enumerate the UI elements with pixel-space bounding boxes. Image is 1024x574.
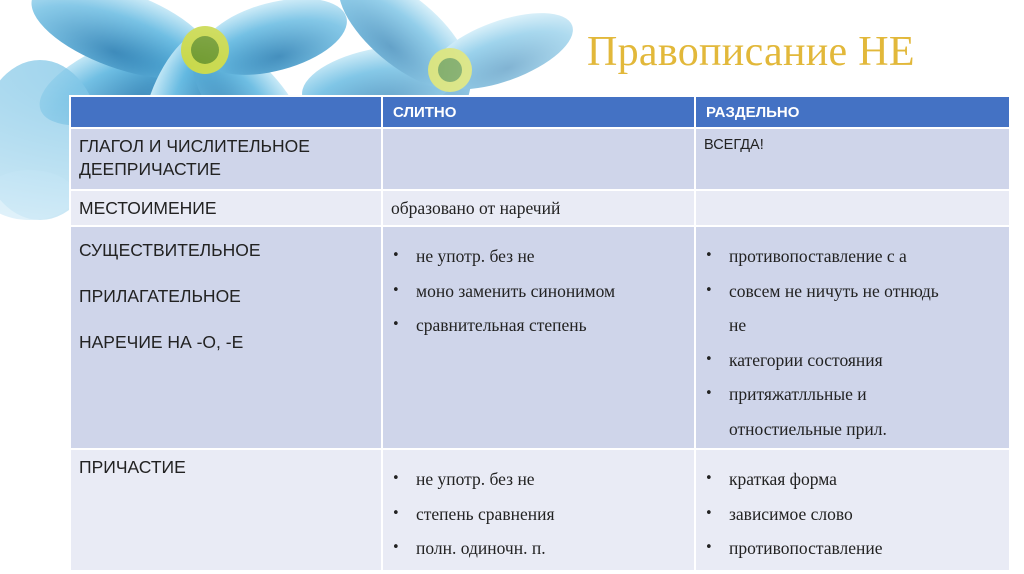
list-item: • зависимое слово [705, 503, 853, 524]
list-item: • полн. одиночн. п. [392, 538, 546, 558]
list-item: • притяжатлльные и [705, 384, 867, 404]
cell-together [382, 449, 695, 571]
cell-separate: ВСЕГДА! [695, 128, 1010, 190]
cell-separate [695, 190, 1010, 226]
list-item: • не употр. без не [392, 246, 535, 266]
header-cell-separate: РАЗДЕЛЬНО [695, 96, 1010, 128]
list-item: • противопоставление [705, 538, 883, 558]
cell-separate [695, 226, 1010, 449]
list-item: отностиельные прил. [729, 418, 887, 439]
label-line: ДЕЕПРИЧАСТИЕ [79, 159, 221, 179]
list-item: • моно заменить синонимом [392, 280, 616, 301]
label-line: ПРИЛАГАТЕЛЬНОЕ [79, 286, 241, 306]
list-item: • степень сравнения [392, 503, 555, 524]
header-cell-together: СЛИТНО [382, 96, 695, 128]
list-item: • сравнительная степень [392, 315, 587, 335]
label-line: ПРИЧАСТИЕ [79, 457, 186, 477]
table-row [70, 226, 1010, 449]
list-item: • не употр. без не [392, 469, 535, 489]
list-item: не [729, 315, 747, 335]
list-item: • категории состояния [705, 349, 883, 370]
table-row [70, 128, 1010, 190]
label-line: МЕСТОИМЕНИЕ [79, 198, 217, 218]
table-row [70, 190, 1010, 226]
label-line: СУЩЕСТВИТЕЛЬНОЕ [79, 240, 261, 260]
row-label [70, 128, 382, 190]
header-cell-empty [70, 96, 382, 128]
page-title: Правописание НЕ [587, 29, 915, 75]
list-item: • противопоставление с а [705, 246, 907, 266]
cell-separate [695, 449, 1010, 571]
label-line: ГЛАГОЛ И ЧИСЛИТЕЛЬНОЕ [79, 136, 310, 156]
list-item: • краткая форма [705, 469, 837, 489]
row-label [70, 190, 382, 226]
row-label [70, 226, 382, 449]
table-header-row [70, 96, 1010, 128]
cell-together [382, 128, 695, 190]
cell-together: образовано от наречий [382, 190, 695, 226]
spelling-table [69, 95, 1011, 572]
table-row [70, 449, 1010, 571]
list-item: • совсем не ничуть не отнюдь [705, 280, 939, 301]
label-line: НАРЕЧИЕ НА -О, -Е [79, 332, 244, 352]
cell-together [382, 226, 695, 449]
row-label [70, 449, 382, 571]
